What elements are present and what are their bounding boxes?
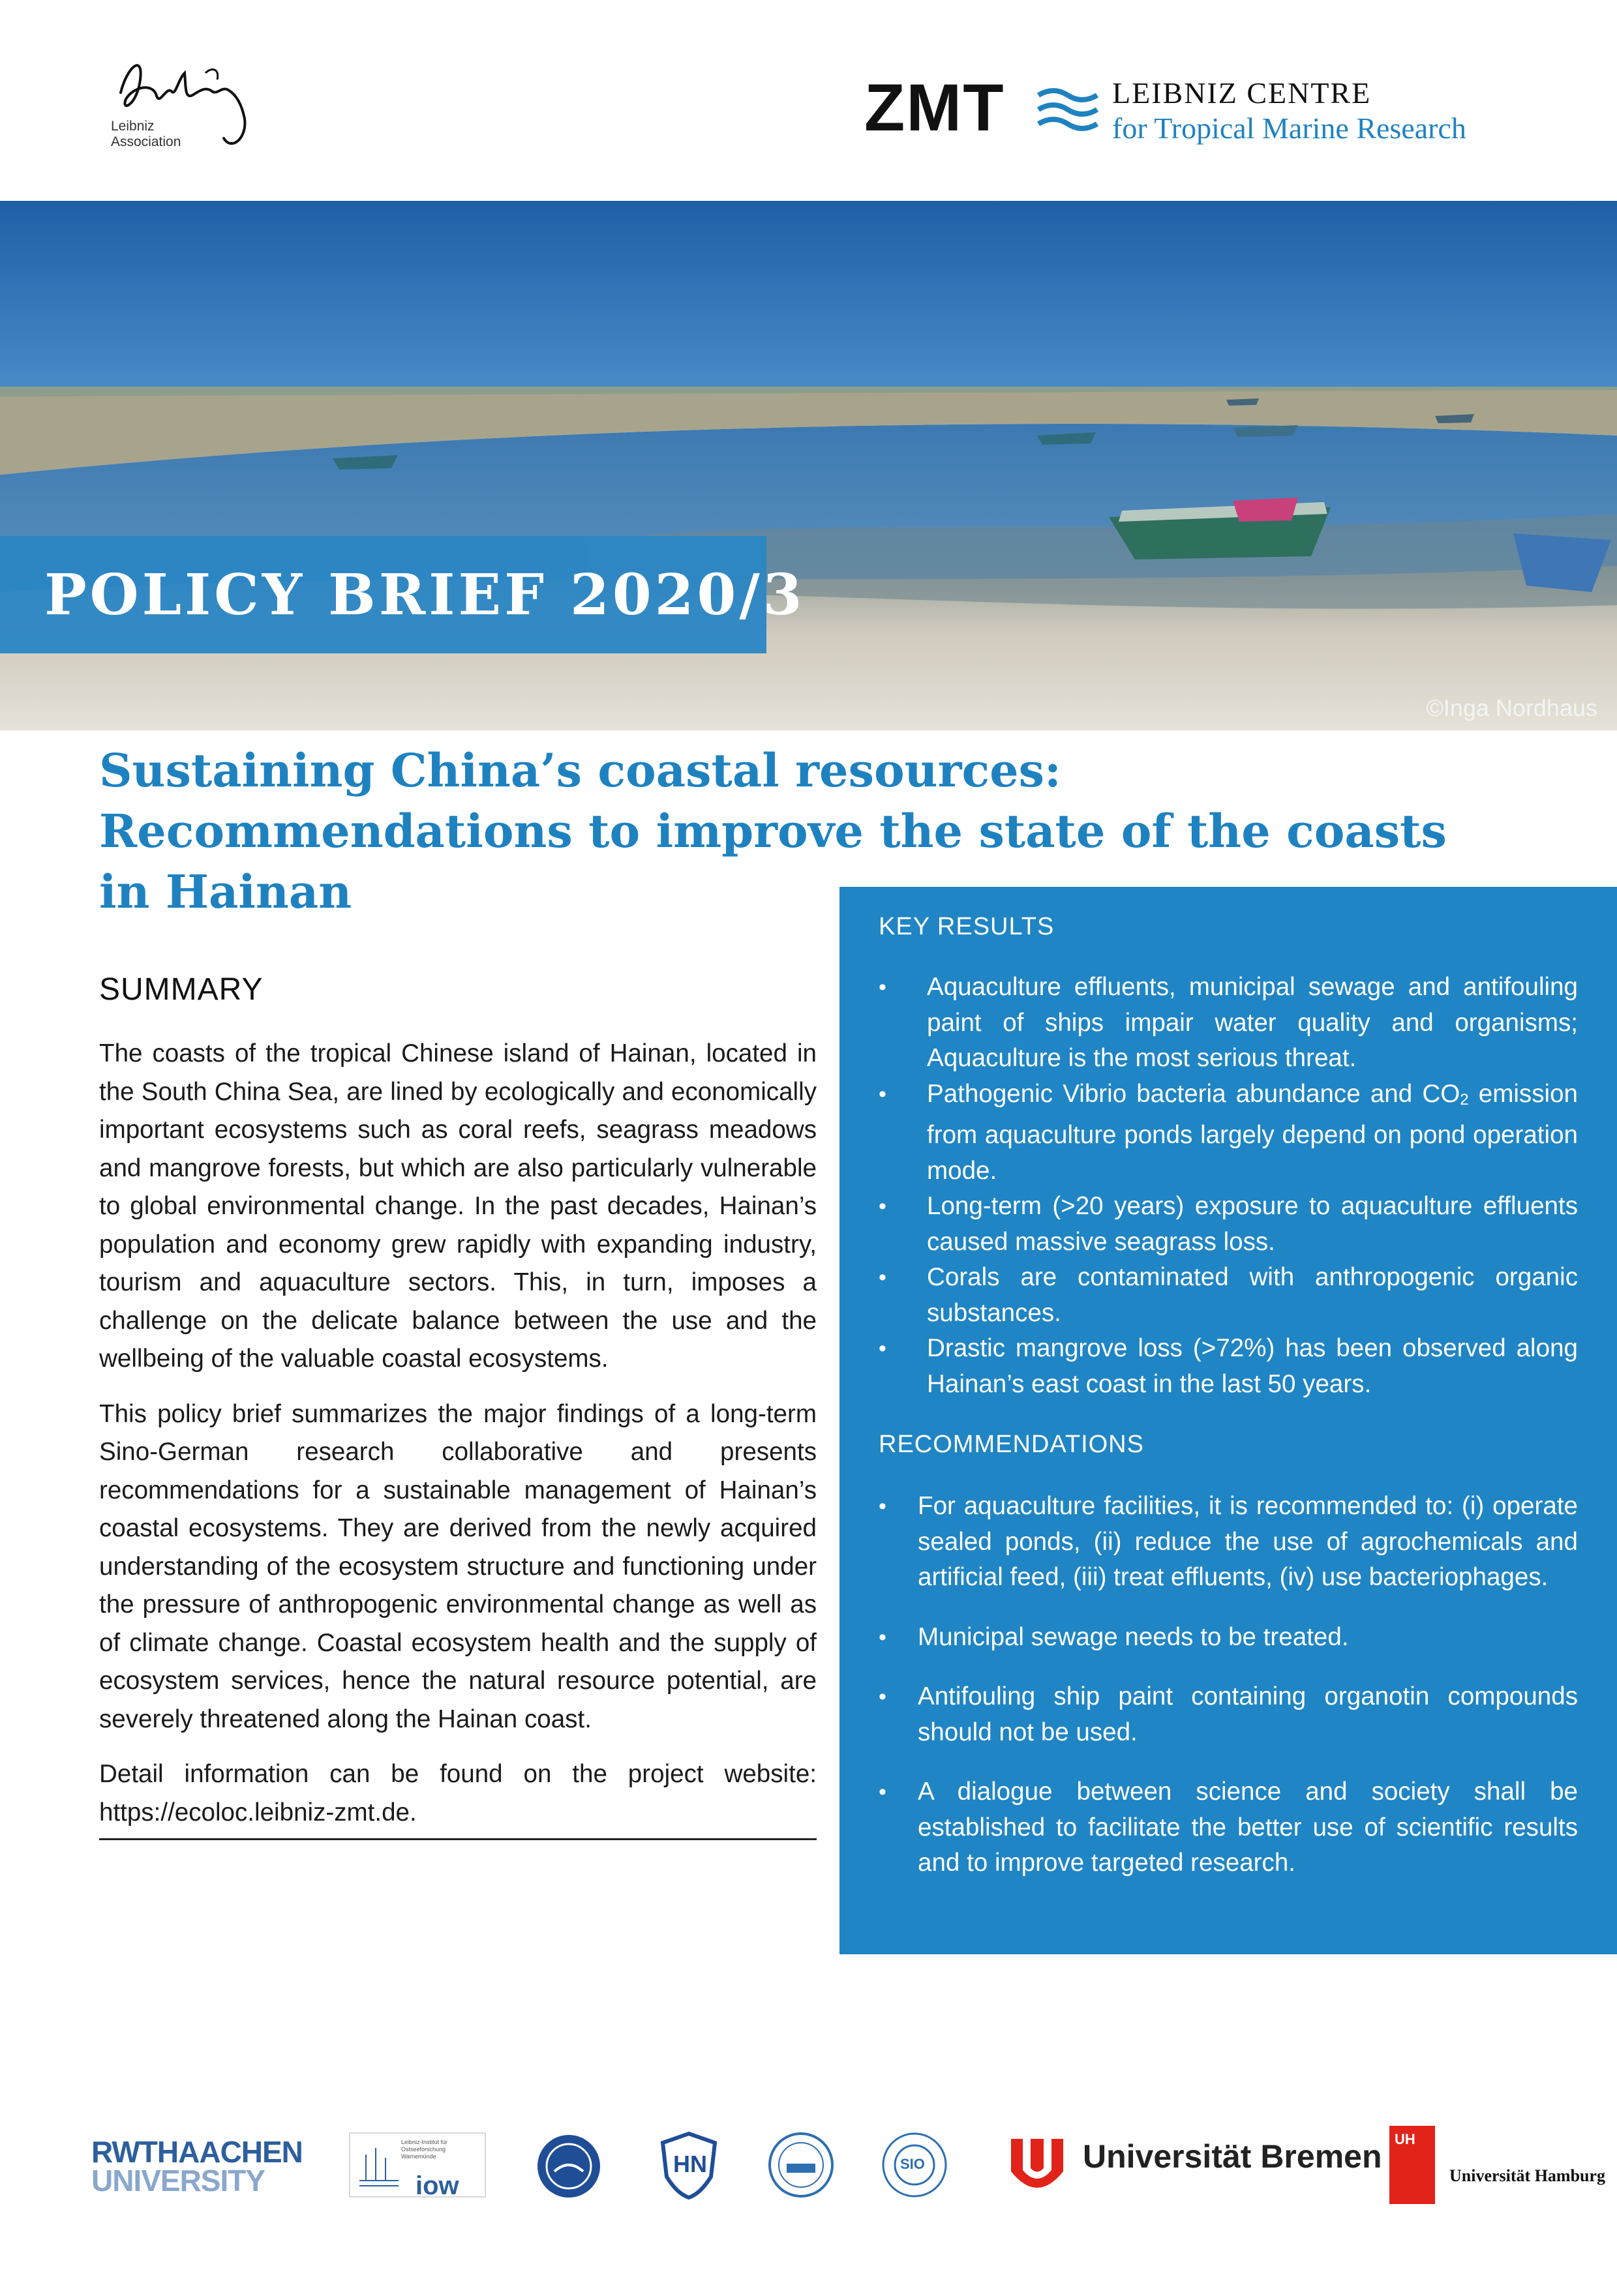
leibniz-association-logo [108, 40, 264, 164]
ocean-institute-seal-logo [767, 2131, 835, 2199]
list-item: • Municipal sewage needs to be treated. [879, 1620, 1578, 1656]
recommendations-list [879, 1489, 1578, 1881]
bullet-icon: • [879, 1194, 886, 1219]
list-item: • Drastic mangrove loss (>72%) has been observed along Hainan’s east coast in the last 50 years. [879, 1331, 1578, 1402]
leibniz-association-text: Leibniz Association [111, 119, 181, 149]
iow-logo: Leibniz-Institut für Ostseeforschung Warnemünde iow [349, 2132, 486, 2198]
bremen-emblem-icon [1005, 2132, 1070, 2198]
hn-university-logo: HN [659, 2131, 719, 2200]
bullet-icon: • [879, 975, 886, 1000]
title-line-2: Recommendations to improve the state of the coasts [99, 804, 1447, 858]
zmt-name-line2: for Tropical Marine Research [1112, 112, 1466, 145]
waves-icon [1035, 83, 1100, 136]
title-line-1: Sustaining China’s coastal resources: [99, 743, 1061, 798]
zmt-name-line1: LEIBNIZ CENTRE [1112, 76, 1372, 110]
summary-paragraph-3: Detail information can be found on the project website: https://ecoloc.leibniz-zmt.de. [99, 1760, 817, 1826]
bullet-icon: • [879, 1780, 886, 1804]
list-item: • Corals are contaminated with anthropogenic organic substances. [879, 1260, 1578, 1331]
bullet-icon: • [879, 1624, 886, 1650]
rwth-aachen-logo: RWTHAACHEN UNIVERSITY [91, 2135, 303, 2198]
uhh-mark-logo: UH [1389, 2126, 1435, 2204]
sio-logo: SIO [881, 2131, 948, 2199]
key-results-panel [839, 887, 1617, 1954]
universitaet-bremen-logo: Universität Bremen [1083, 2138, 1382, 2175]
institute-seal-logo [535, 2132, 603, 2200]
key-results-list [879, 970, 1578, 1402]
summary-paragraph-2: This policy brief summarizes the major findings of a long-term Sino-German research collaborative and presents recommendations for a sustainable management of Hainan’s coastal ecosystems. They are derived from the newly acquired understanding of the ecosystem structure and functioning under the pressure of anthropogenic environmental change as well as of climate change. Coastal ecosystem health and the supply of ecosystem services, hence the natural resource potential, are severely threatened along the Hainan coast. [99, 1399, 817, 1733]
list-item: • For aquaculture facilities, it is recommended to: (i) operate sealed ponds, (ii) reduce the use of agrochemicals and artificial feed, (iii) treat effluents, (iv) use bacteriophages. [879, 1489, 1578, 1596]
key-results-heading: KEY RESULTS [879, 913, 1055, 940]
bullet-icon: • [879, 1081, 886, 1107]
website-note [99, 1755, 817, 1840]
universitaet-hamburg-logo: Universität Hamburg [1449, 2166, 1606, 2185]
recommendations-heading: RECOMMENDATIONS [879, 1431, 1144, 1458]
title-line-3: in Hainan [99, 865, 352, 919]
zmt-logo [864, 72, 1556, 150]
policy-brief-title: POLICY BRIEF 2020/3 [44, 562, 806, 628]
iow-lines-icon [353, 2135, 405, 2198]
bullet-icon: • [879, 1265, 886, 1290]
list-item: • Aquaculture effluents, municipal sewage and antifouling paint of ships impair water quality and organisms; Aquaculture is the most serious threat. [879, 970, 1578, 1077]
summary-paragraph-1: The coasts of the tropical Chinese island of Hainan, located in the South China Sea, are lined by ecologically and economically important ecosystems such as coral reefs, seagrass meadows and mangrove forests, but which are also particularly vulnerable to global environmental change. In the past decades, Hainan’s population and economy grew rapidly with expanding industry, tourism and aquaculture sectors. This, in turn, imposes a challenge on the delicate balance between the use and the wellbeing of the valuable coastal ecosystems. [99, 1039, 817, 1373]
list-item: • A dialogue between science and society shall be established to facilitate the better use of scientific results and to improve targeted research. [879, 1774, 1578, 1881]
list-item: • Long-term (>20 years) exposure to aquaculture effluents caused massive seagrass loss. [879, 1189, 1578, 1260]
list-item: • Antifouling ship paint containing organotin compounds should not be used. [879, 1679, 1578, 1750]
bullet-icon: • [879, 1336, 886, 1361]
bullet-icon: • [879, 1494, 886, 1519]
summary-section [99, 972, 817, 1840]
bullet-icon: • [879, 1684, 886, 1709]
photo-credit: ©Inga Nordhaus [1426, 694, 1597, 721]
list-item: • Pathogenic Vibrio bacteria abundance and $CO_2$ emission from aquaculture ponds largely depend on pond operation mode. [879, 1077, 1578, 1189]
zmt-letters: ZMT [864, 70, 1005, 145]
summary-heading: SUMMARY [99, 972, 264, 1007]
partner-logos [91, 2119, 1606, 2211]
